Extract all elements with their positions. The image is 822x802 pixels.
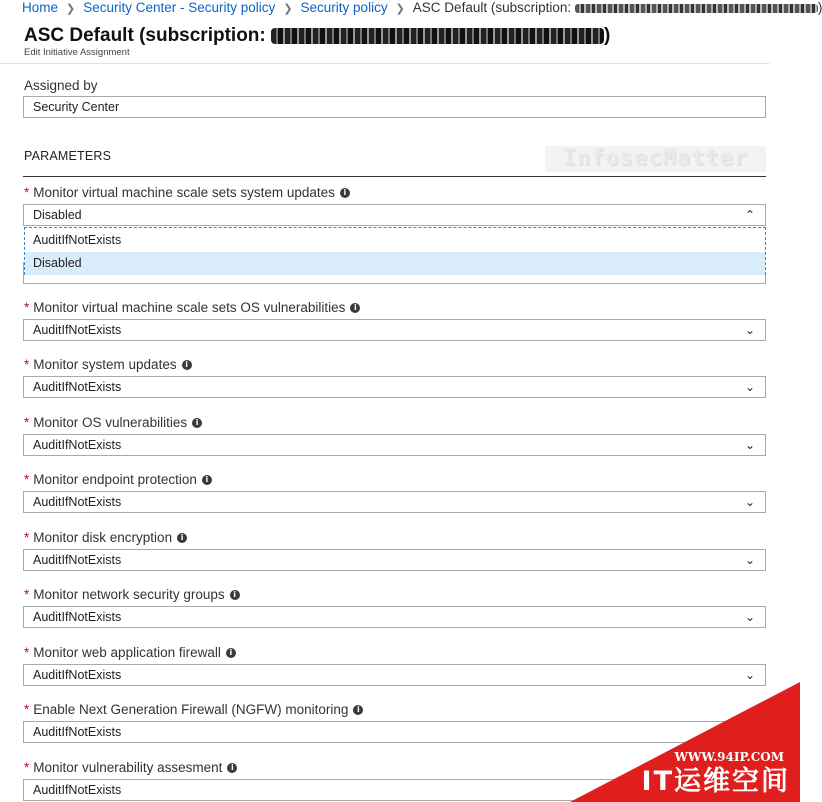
param-select-value: AuditIfNotExists [33, 495, 122, 509]
redacted-subscription-id [575, 4, 818, 13]
page-title-suffix: ) [604, 25, 611, 46]
param-label-vulnerability-assessment [24, 760, 237, 775]
chevron-down-icon[interactable]: ⌄ [744, 380, 756, 394]
param-label-os-vulnerabilities [24, 415, 202, 430]
param-label-endpoint-protection [24, 472, 212, 487]
infosecmatter-watermark: InfosecMatter [545, 146, 766, 172]
param-label-text: Monitor web application firewall [33, 645, 221, 660]
chevron-right-icon: ❯ [283, 3, 293, 15]
required-marker: * [24, 530, 30, 545]
required-marker: * [24, 300, 30, 315]
chevron-right-icon: ❯ [395, 3, 405, 15]
breadcrumb [0, 0, 822, 18]
breadcrumb-security-policy[interactable]: Security policy [300, 0, 388, 15]
param-label-network-security-groups [24, 587, 240, 602]
param-select-value: AuditIfNotExists [33, 668, 122, 682]
info-icon[interactable]: i [227, 763, 237, 773]
required-marker: * [24, 415, 30, 430]
param-select-vmss-system-updates[interactable] [23, 204, 766, 226]
breadcrumb-security-center-policy[interactable]: Security Center - Security policy [83, 0, 276, 15]
chevron-down-icon[interactable]: ⌄ [744, 668, 756, 682]
chevron-down-icon[interactable]: ⌄ [744, 323, 756, 337]
chevron-down-icon[interactable]: ⌄ [744, 438, 756, 452]
param-label-text: Monitor virtual machine scale sets OS vulnerabilities [33, 300, 346, 315]
info-icon[interactable]: i [202, 475, 212, 485]
required-marker: * [24, 760, 30, 775]
info-icon[interactable]: i [177, 533, 187, 543]
param-label-text: Monitor network security groups [33, 587, 225, 602]
param-select-value: AuditIfNotExists [33, 610, 122, 624]
param-select-system-updates[interactable] [23, 376, 766, 398]
param-label-web-application-firewall [24, 645, 236, 660]
param-select-value: AuditIfNotExists [33, 725, 122, 739]
param-label-text: Monitor vulnerability assesment [33, 760, 223, 775]
param-select-endpoint-protection[interactable] [23, 491, 766, 513]
page-subtitle: Edit Initiative Assignment [24, 47, 130, 58]
param-label-disk-encryption [24, 530, 187, 545]
param-label-text: Monitor OS vulnerabilities [33, 415, 188, 430]
watermark-url: WWW.94IP.COM [674, 750, 784, 764]
param-label-system-updates [24, 357, 192, 372]
required-marker: * [24, 357, 30, 372]
site-watermark-corner [570, 682, 800, 802]
param-select-value: Disabled [33, 208, 82, 222]
breadcrumb-current: ASC Default (subscription: [412, 0, 575, 15]
required-marker: * [24, 185, 30, 200]
param-label-ngfw-monitoring [24, 702, 363, 717]
param-label-text: Monitor endpoint protection [33, 472, 197, 487]
chevron-right-icon: ❯ [66, 3, 76, 15]
parameters-heading: PARAMETERS [24, 149, 112, 163]
info-icon[interactable]: i [192, 418, 202, 428]
param-label-text: Monitor system updates [33, 357, 177, 372]
required-marker: * [24, 587, 30, 602]
watermark-brand: IT运维空间 [641, 766, 790, 797]
param-label-text: Monitor virtual machine scale sets system updates [33, 185, 335, 200]
assigned-by-label: Assigned by [24, 78, 98, 93]
info-icon[interactable]: i [340, 188, 350, 198]
dropdown-option-disabled[interactable]: Disabled [25, 252, 765, 275]
parameters-divider [23, 176, 766, 177]
dropdown-options-panel [24, 227, 766, 275]
required-marker: * [24, 702, 30, 717]
page-title [24, 25, 610, 47]
redacted-subscription-id [271, 28, 604, 44]
param-select-value: AuditIfNotExists [33, 783, 122, 797]
chevron-up-icon[interactable]: ⌃ [744, 208, 756, 222]
required-marker: * [24, 472, 30, 487]
param-select-value: AuditIfNotExists [33, 553, 122, 567]
param-select-value: AuditIfNotExists [33, 323, 122, 337]
chevron-down-icon[interactable]: ⌄ [744, 495, 756, 509]
breadcrumb-current-tail: ) [817, 0, 822, 15]
chevron-down-icon[interactable]: ⌄ [744, 610, 756, 624]
param-label-vmss-system-updates [24, 185, 350, 200]
info-icon[interactable]: i [230, 590, 240, 600]
required-marker: * [24, 645, 30, 660]
info-icon[interactable]: i [182, 360, 192, 370]
param-label-text: Monitor disk encryption [33, 530, 173, 545]
param-label-text: Enable Next Generation Firewall (NGFW) monitoring [33, 702, 349, 717]
header-divider [0, 63, 770, 64]
info-icon[interactable]: i [353, 705, 363, 715]
param-select-os-vulnerabilities[interactable] [23, 434, 766, 456]
param-select-network-security-groups[interactable] [23, 606, 766, 628]
page-title-prefix: ASC Default (subscription: [24, 25, 272, 46]
param-select-vmss-os-vulnerabilities[interactable] [23, 319, 766, 341]
param-select-value: AuditIfNotExists [33, 380, 122, 394]
dropdown-option-auditifnotexists[interactable]: AuditIfNotExists [33, 233, 122, 247]
param-select-value: AuditIfNotExists [33, 438, 122, 452]
info-icon[interactable]: i [350, 303, 360, 313]
param-select-disk-encryption[interactable] [23, 549, 766, 571]
param-label-vmss-os-vulnerabilities [24, 300, 360, 315]
chevron-down-icon[interactable]: ⌄ [744, 553, 756, 567]
breadcrumb-home[interactable]: Home [22, 0, 59, 15]
assigned-by-field[interactable]: Security Center [23, 96, 766, 118]
info-icon[interactable]: i [226, 648, 236, 658]
